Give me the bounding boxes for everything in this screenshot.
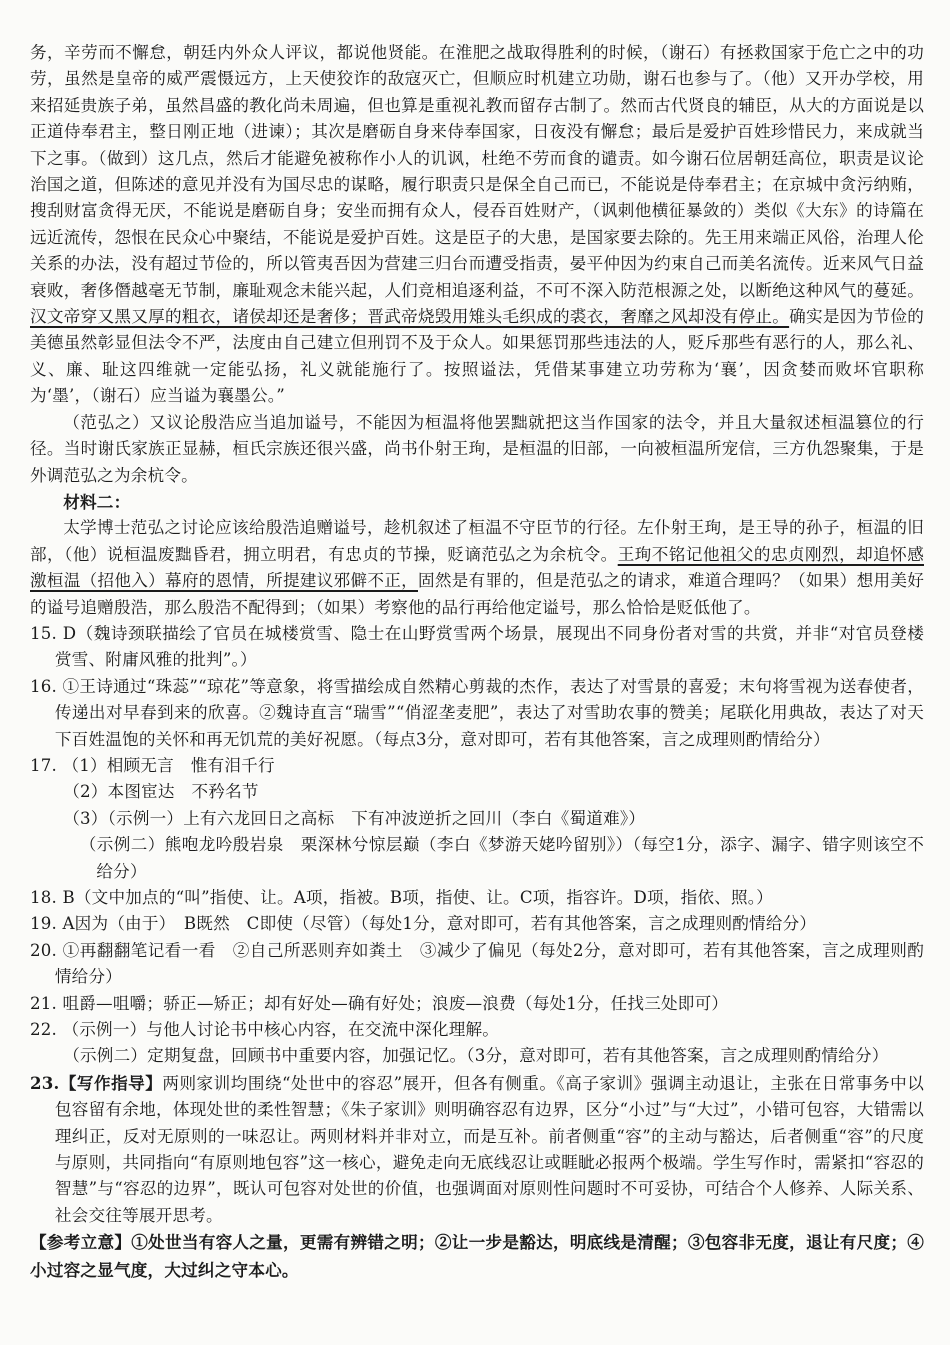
para3-text-a: 太学博士范弘之讨论应该给殷浩追赠谥号，趁机叙述了桓温不守臣节的行径。左仆射王珣，是王导的孙子，桓温的旧部，（他）说桓温废黜昏君，拥立明君，有忠贞的节操，贬谪范弘之为余杭令。 [30,518,924,564]
reference-ideas-label: 【参考立意】 [30,1232,132,1253]
answer-15: 15. D（魏诗颈联描绘了官员在城楼赏雪、隐士在山野赏雪两个场景，展现出不同身份者对雪的共赏，并非“对官员登楼赏雪、附庸风雅的批判”。） [30,623,924,670]
answer-17-2: （2）本图宦达 不矜名节 [63,782,259,802]
translation-paragraph-1 [30,40,924,410]
para1-underlined: 汉文帝穿又黑又厚的粗衣，诸侯却还是奢侈；晋武帝烧毁用雉头毛织成的裘衣，奢靡之风却没有停止。 [30,307,790,327]
answer-22-a: 22. （示例一）与他人讨论书中核心内容，在交流中深化理解。 [30,1020,500,1040]
answer-22-b: （示例二）定期复盘，回顾书中重要内容，加强记忆。（3分，意对即可，若有其他答案，言之成理则酌情给分） [63,1046,889,1066]
answer-16: 16. ①王诗通过“珠蕊”“琼花”等意象，将雪描绘成自然精心剪裁的杰作，表达了对雪景的喜爱；末句将雪视为送春使者，传递出对早春到来的欣喜。②魏诗直言“瑞雪”“俏涩垄麦肥”，表达了对雪助农事的赞美；尾联化用典故，表达了对天下百姓温饱的关怀和再无饥荒的美好祝愿。（每点3分，意对即可，若有其他答案，言之成理则酌情给分） [30,676,924,749]
translation-paragraph-2: （范弘之）又议论殷浩应当追加谥号，不能因为桓温将他罢黜就把这当作国家的法令，并且大量叙述桓温篡位的行径。当时谢氏家族正显赫，桓氏宗族还很兴盛，尚书仆射王珣，是桓温的旧部，一向被桓温所宠信，三方仇怨聚集，于是外调范弘之为余杭令。 [30,412,924,485]
answer-17-4: （示例二）熊咆龙吟殷岩泉 栗深林兮惊层巅（李白《梦游天姥吟留别》）（每空1分，添字、漏字、错字则该空不给分） [79,835,924,881]
para1-text-b: 确实是因为节俭的美德虽然彰显但法令不严，法度由自己建立但刑罚不及于众人。如果惩罚那些违法的人，贬斥那些有恶行的人，那么礼、义、廉、耻这四维就一定能弘扬，礼义就能施行了。按照谥法，凭借某事建立功劳称为‘襄’，因贪婪而败坏官职称为‘墨’，（谢石）应当谥为襄墨公。” [30,307,924,406]
answer-17-3: （3）（示例一）上有六龙回日之高标 下有冲波逆折之回川（李白《蜀道难》） [63,808,646,828]
para3-underlined: 王珣不铭记他祖父的忠贞刚烈，却追怀感激桓温（招他入）幕府的恩情，所提建议邪僻不正， [30,544,924,591]
material-2-heading: 材料二： [63,491,131,512]
reference-ideas [30,1229,924,1284]
answer-23 [30,1070,924,1229]
answer-18: 18. B（文中加点的“叫”指使、让。A项，指被。B项，指使、让。C项，指容许。D项，指依、照。） [30,888,774,907]
answer-17-1: 17. （1）相顾无言 惟有泪千行 [30,755,275,775]
para1-text-a: 务，辛劳而不懈怠，朝廷内外众人评议，都说他贤能。在淮肥之战取得胜利的时候，（谢石）有拯救国家于危亡之中的功劳，虽然是皇帝的威严震慑远方，上天使狡诈的敌寇灭亡，但顺应时机建立功勋，谢石也参与了。（他）又开办学校，用来招延贵族子弟，虽然昌盛的教化尚未周遍，但也算是重视礼教而留存古制了。然而古代贤良的辅臣，从大的方面说是以正道侍奉君主，整日刚正地（进谏）；其次是磨砺自身来侍奉国家，日夜没有懈怠；最后是爱护百姓珍惜民力，来成就当下之事。（做到）这几点，然后才能避免被称作小人的讥讽，杜绝不劳而食的谴责。如今谢石位居朝廷高位，职责是议论治国之道，但陈述的意见并没有为国尽忠的谋略，履行职责只是保全自己而已，不能说是侍奉君主；在京城中贪污纳贿，搜刮财富贪得无厌，不能说是磨砺自身；安坐而拥有众人，侵吞百姓财产，（讽刺他横征暴敛的）类似《大东》的诗篇在远近流传，怨恨在民众心中聚结，不能说是爱护百姓。这是臣子的大患，是国家要去除的。先王用来端正风俗，治理人伦关系的办法，没有超过节俭的，所以管夷吾因为营建三归台而遭受指责，晏平仲因为约束自己而美名流传。近来风气日益衰败，奢侈僭越毫无节制，廉耻观念未能兴起，人们竞相追逐利益，不可不深入防范根源之处，以断绝这种风气的蔓延。 [30,43,924,300]
writing-guide-label: 23.【写作指导】 [30,1072,163,1093]
para3-text-b: 固然是有罪的，但是范弘之的请求，难道合理吗？（如果）想用美好的谥号追赠殷浩，那么殷浩不配得到；（如果）考察他的品行再给他定谥号，那么恰恰是贬低他了。 [30,571,924,617]
reference-ideas-text: ①处世当有容人之量，更需有辨错之明；②让一步是豁达，明底线是清醒；③包容非无度，退让有尺度；④小过容之显气度，大过纠之守本心。 [30,1232,924,1280]
answer-20: 20. ①再翻翻笔记看一看 ②自己所恶则弃如粪土 ③减少了偏见（每处2分，意对即可，若有其他答案，言之成理则酌情给分） [30,940,924,987]
answer-21: 21. 咀爵—咀嚼；骄正—矫正；却有好处—确有好处；浪废—浪费（每处1分，任找三处即可） [30,993,729,1013]
answer-19: 19. A因为（由于） B既然 C即使（尽管）（每处1分，意对即可，若有其他答案，言之成理则酌情给分） [30,914,817,934]
translation-paragraph-3 [30,515,924,621]
writing-guide-text: 两则家训均围绕“处世中的容忍”展开，但各有侧重。《高子家训》强调主动退让，主张在日常事务中以包容留有余地，体现处世的柔性智慧；《朱子家训》则明确容忍有边界，区分“小过”与“大过”，小错可包容，大错需以理纠正，反对无原则的一味忍让。两则材料并非对立，而是互补。前者侧重“容”的主动与豁达，后者侧重“容”的尺度与原则，共同指向“有原则地包容”这一核心，避免走向无底线忍让或睚眦必报两个极端。学生写作时，需紧扣“容忍的智慧”与“容忍的边界”，既认可包容对处世的价值，也强调面对原则性问题时不可妥协，可结合个人修养、人际关系、社会交往等展开思考。 [54,1073,924,1225]
